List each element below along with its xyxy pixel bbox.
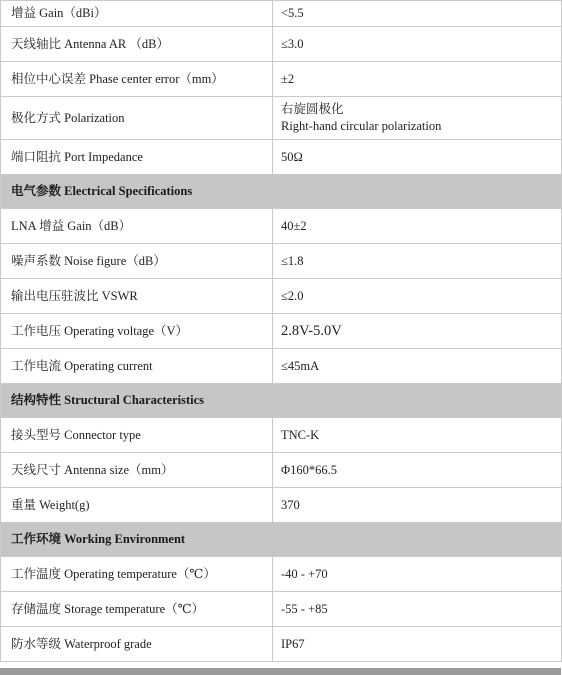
table-row bbox=[1, 557, 562, 592]
row-label: 相位中心误差 Phase center error（mm） bbox=[1, 62, 273, 97]
row-label: 输出电压驻波比 VSWR bbox=[1, 279, 273, 314]
row-label: 重量 Weight(g) bbox=[1, 488, 273, 523]
table-row bbox=[1, 27, 562, 62]
row-value-line: 右旋圆极化 bbox=[281, 102, 344, 116]
table-row bbox=[1, 592, 562, 627]
table-row bbox=[1, 453, 562, 488]
table-row bbox=[1, 140, 562, 175]
row-value: TNC-K bbox=[273, 418, 562, 453]
section-title: 结构特性 Structural Characteristics bbox=[1, 384, 562, 418]
row-value: ≤2.0 bbox=[273, 279, 562, 314]
row-label: 存储温度 Storage temperature（℃） bbox=[1, 592, 273, 627]
row-label: 端口阻抗 Port Impedance bbox=[1, 140, 273, 175]
row-label: 工作电流 Operating current bbox=[1, 349, 273, 384]
row-label: 工作温度 Operating temperature（℃） bbox=[1, 557, 273, 592]
section-header-environment bbox=[1, 523, 562, 557]
row-value: 40±2 bbox=[273, 209, 562, 244]
section-title: 电气参数 Electrical Specifications bbox=[1, 175, 562, 209]
row-value: IP67 bbox=[273, 627, 562, 662]
row-label: 噪声系数 Noise figure（dB） bbox=[1, 244, 273, 279]
row-label: 工作电压 Operating voltage（V） bbox=[1, 314, 273, 349]
table-row bbox=[1, 314, 562, 349]
next-section-band bbox=[0, 668, 561, 675]
table-row bbox=[1, 279, 562, 314]
table-row bbox=[1, 1, 562, 27]
row-label: LNA 增益 Gain（dB） bbox=[1, 209, 273, 244]
row-value: <5.5 bbox=[273, 1, 562, 27]
row-value-line: Right-hand circular polarization bbox=[281, 119, 442, 133]
table-row bbox=[1, 97, 562, 140]
section-header-structural bbox=[1, 384, 562, 418]
row-value: 2.8V-5.0V bbox=[273, 314, 562, 349]
row-label: 极化方式 Polarization bbox=[1, 97, 273, 140]
table-row bbox=[1, 418, 562, 453]
row-label: 天线轴比 Antenna AR （dB） bbox=[1, 27, 273, 62]
row-value: ≤45mA bbox=[273, 349, 562, 384]
table-row bbox=[1, 349, 562, 384]
row-value: -40 - +70 bbox=[273, 557, 562, 592]
row-value: Φ160*66.5 bbox=[273, 453, 562, 488]
row-value: ±2 bbox=[273, 62, 562, 97]
section-title: 工作环境 Working Environment bbox=[1, 523, 562, 557]
row-value: -55 - +85 bbox=[273, 592, 562, 627]
table-row bbox=[1, 488, 562, 523]
table-row bbox=[1, 62, 562, 97]
row-value: ≤3.0 bbox=[273, 27, 562, 62]
table-row bbox=[1, 209, 562, 244]
row-label: 增益 Gain（dBi） bbox=[1, 1, 273, 27]
row-label: 天线尺寸 Antenna size（mm） bbox=[1, 453, 273, 488]
row-value: 50Ω bbox=[273, 140, 562, 175]
row-value bbox=[273, 97, 562, 140]
row-value: ≤1.8 bbox=[273, 244, 562, 279]
table-row bbox=[1, 627, 562, 662]
row-label: 接头型号 Connector type bbox=[1, 418, 273, 453]
row-value: 370 bbox=[273, 488, 562, 523]
section-header-electrical bbox=[1, 175, 562, 209]
table-row bbox=[1, 244, 562, 279]
row-label: 防水等级 Waterproof grade bbox=[1, 627, 273, 662]
